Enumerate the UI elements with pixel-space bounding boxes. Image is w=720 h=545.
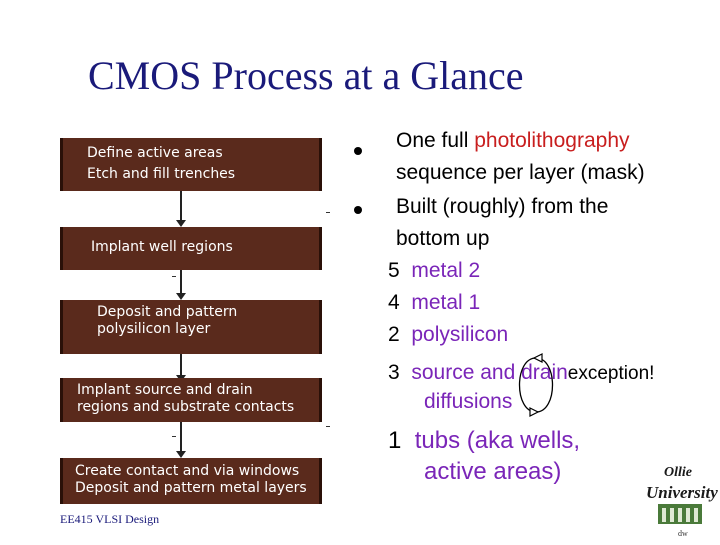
flow-step-line: Define active areas <box>87 145 223 161</box>
flow-step-line: Deposit and pattern <box>97 304 238 320</box>
layer-name-cont: diffusions <box>424 390 513 413</box>
exception-note: exception! <box>567 363 655 384</box>
flow-tick <box>326 212 330 213</box>
flow-tick <box>172 276 176 277</box>
layer-item <box>388 291 480 315</box>
layer-name: tubs (aka wells, <box>414 427 581 454</box>
bullet-dot <box>354 147 362 155</box>
bullet-1-line-1 <box>396 129 630 153</box>
flow-step-1 <box>60 138 322 191</box>
flow-arrow <box>180 354 182 376</box>
flow-arrow <box>180 422 182 452</box>
layer-number: 2 <box>388 323 400 346</box>
layer-number: 1 <box>388 427 402 454</box>
flow-step-line: Create contact and via windows <box>75 463 300 479</box>
layer-number: 5 <box>388 259 400 282</box>
flow-step-line: Implant source and drain <box>77 382 253 398</box>
university-logo <box>644 458 720 540</box>
slide-footer: EE415 VLSI Design <box>60 512 160 526</box>
layer-name-cont: active areas) <box>424 458 562 485</box>
bullet-highlight: photolithography <box>474 129 630 152</box>
flow-step-5 <box>60 458 322 504</box>
bullet-text: One full <box>396 129 475 152</box>
flow-step-3 <box>60 300 322 354</box>
logo-text-3: dw <box>678 529 688 538</box>
bullet-1-line-2: sequence per layer (mask) <box>396 161 645 184</box>
flow-tick <box>326 426 330 427</box>
layer-item <box>388 323 508 347</box>
flow-arrow <box>180 191 182 221</box>
flow-step-2 <box>60 227 322 270</box>
flow-step-4 <box>60 378 322 422</box>
bullet-2-line-2: bottom up <box>396 227 490 250</box>
flow-arrow <box>180 270 182 294</box>
layer-name: polysilicon <box>411 323 509 346</box>
flow-step-line: Etch and fill trenches <box>87 166 236 182</box>
layer-item <box>388 259 480 283</box>
layer-number: 3 <box>388 361 400 384</box>
layer-name: source and drain <box>411 361 568 384</box>
layer-name: metal 2 <box>411 259 481 282</box>
layer-number: 4 <box>388 291 400 314</box>
slide-title: CMOS Process at a Glance <box>88 53 524 98</box>
flow-tick <box>172 436 176 437</box>
flow-step-line: Implant well regions <box>91 239 233 255</box>
flow-step-line: polysilicon layer <box>97 321 211 337</box>
flow-step-line: regions and substrate contacts <box>77 399 295 415</box>
layer-item <box>388 427 580 455</box>
flow-step-line: Deposit and pattern metal layers <box>75 480 307 496</box>
logo-text-1: Ollie <box>664 465 692 480</box>
logo-text-2: University <box>646 483 718 502</box>
bullet-dot <box>354 206 362 214</box>
bullet-2-line-1: Built (roughly) from the <box>396 195 609 218</box>
curved-arrow-icon <box>506 352 566 422</box>
layer-name: metal 1 <box>411 291 481 314</box>
university-logo-graphic <box>644 458 720 540</box>
